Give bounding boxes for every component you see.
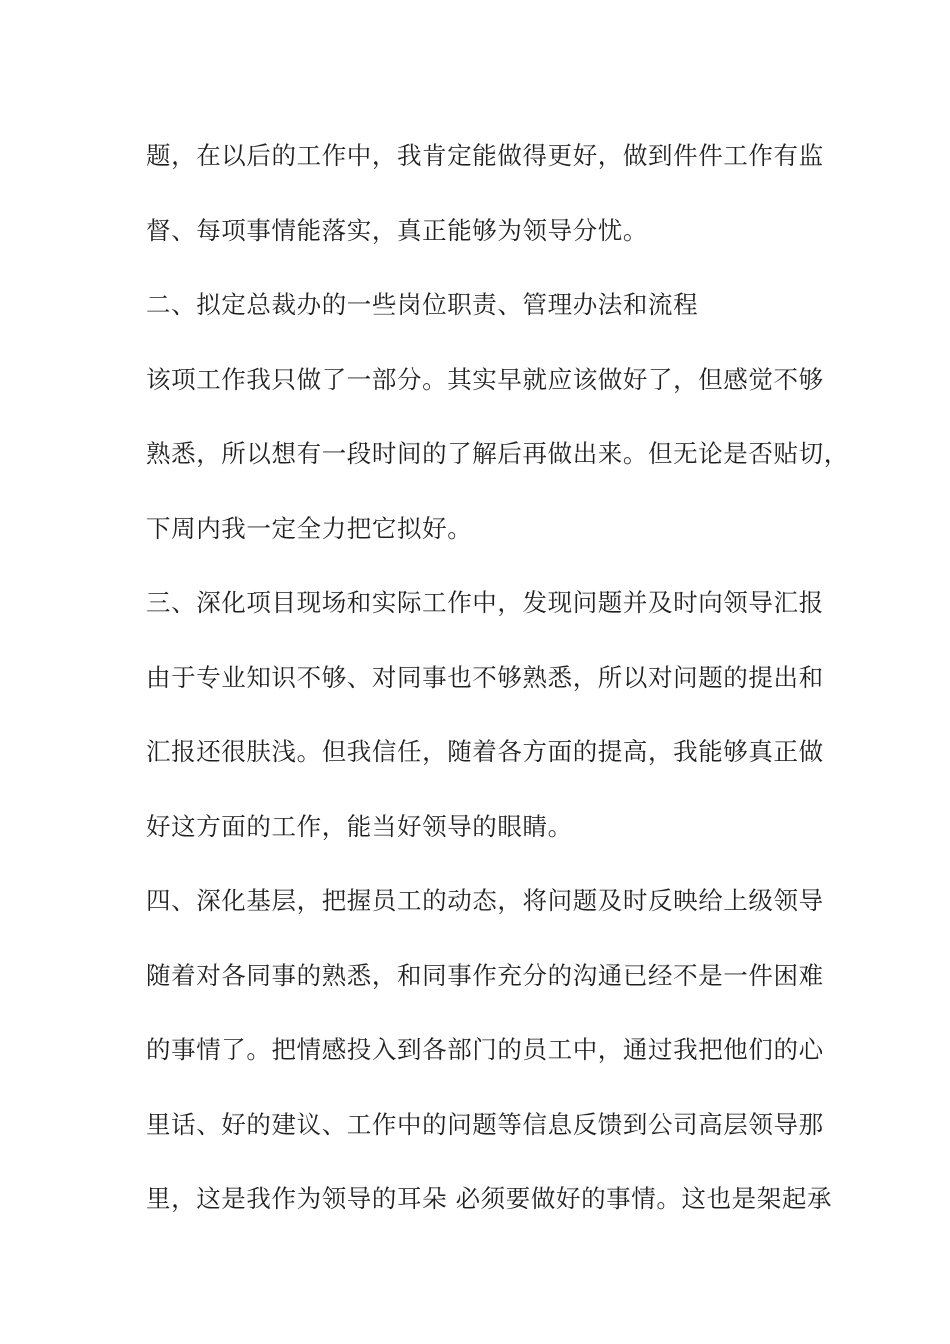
text-line: 该项工作我只做了一部分。其实早就应该做好了，但感觉不够	[146, 364, 824, 394]
text-line: 题，在以后的工作中，我肯定能做得更好，做到件件工作有监	[146, 141, 824, 170]
text-line: 督、每项事情能落实，真正能够为领导分忧。	[146, 215, 648, 245]
text-line: 里话、好的建议、工作中的问题等信息反馈到公司高层领导那	[146, 1109, 824, 1139]
body-text	[146, 128, 849, 1246]
text-line: 好这方面的工作，能当好领导的眼睛。	[146, 811, 573, 841]
text-line: 汇报还很肤浅。但我信任，随着各方面的提高，我能够真正做	[146, 737, 824, 766]
section-heading: 三、深化项目现场和实际工作中，发现问题并及时向领导汇报	[146, 588, 824, 617]
text-line: 里，这是我作为领导的耳朵 必须要做好的事情。这也是架起承	[146, 1184, 833, 1213]
text-line: 的事情了。把情感投入到各部门的员工中，通过我把他们的心	[146, 1035, 824, 1064]
section-heading: 二、拟定总裁办的一些岗位职责、管理办法和流程	[146, 290, 699, 319]
section-heading: 四、深化基层，把握员工的动态，将问题及时反映给上级领导	[146, 886, 824, 915]
text-line: 熟悉，所以想有一段时间的了解后再做出来。但无论是否贴切，	[146, 439, 849, 468]
text-line: 下周内我一定全力把它拟好。	[146, 513, 473, 543]
text-line: 由于专业知识不够、对同事也不够熟悉，所以对问题的提出和	[146, 662, 824, 692]
text-line: 随着对各同事的熟悉，和同事作充分的沟通已经不是一件困难	[146, 960, 824, 990]
